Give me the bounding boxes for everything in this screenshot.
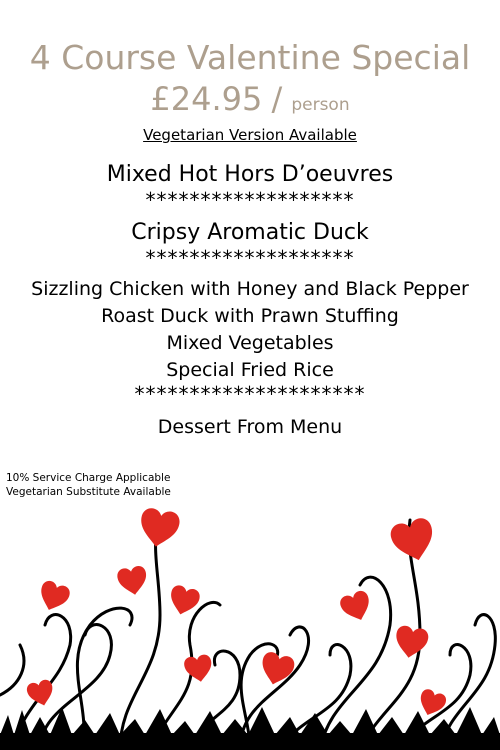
hearts-floral-illustration [0, 495, 500, 750]
price: £24.95 [150, 80, 263, 118]
main-course-item: Mixed Vegetables [166, 332, 334, 354]
main-course-item: Special Fried Rice [166, 359, 334, 381]
course-dessert: Dessert From Menu [157, 416, 343, 438]
price-unit: person [291, 95, 350, 115]
menu-title: 4 Course Valentine Special [29, 38, 471, 77]
main-course-item: Roast Duck with Prawn Stuffing [101, 305, 399, 327]
separator: ******************* [145, 246, 355, 270]
service-charge-note: 10% Service Charge Applicable [6, 472, 171, 484]
main-courses [0, 276, 500, 384]
price-separator: / [271, 80, 283, 118]
course-second: Cripsy Aromatic Duck [131, 220, 369, 245]
main-course-item: Sizzling Chicken with Honey and Black Pepper [31, 278, 469, 300]
vegetarian-substitute-note: Vegetarian Substitute Available [6, 486, 171, 498]
vegetarian-version-note: Vegetarian Version Available [143, 126, 357, 144]
menu-list [0, 160, 500, 442]
price-line [0, 80, 500, 118]
separator: ******************* [145, 188, 355, 212]
course-starter: Mixed Hot Hors D’oeuvres [106, 162, 394, 187]
separator: ********************* [134, 382, 366, 406]
